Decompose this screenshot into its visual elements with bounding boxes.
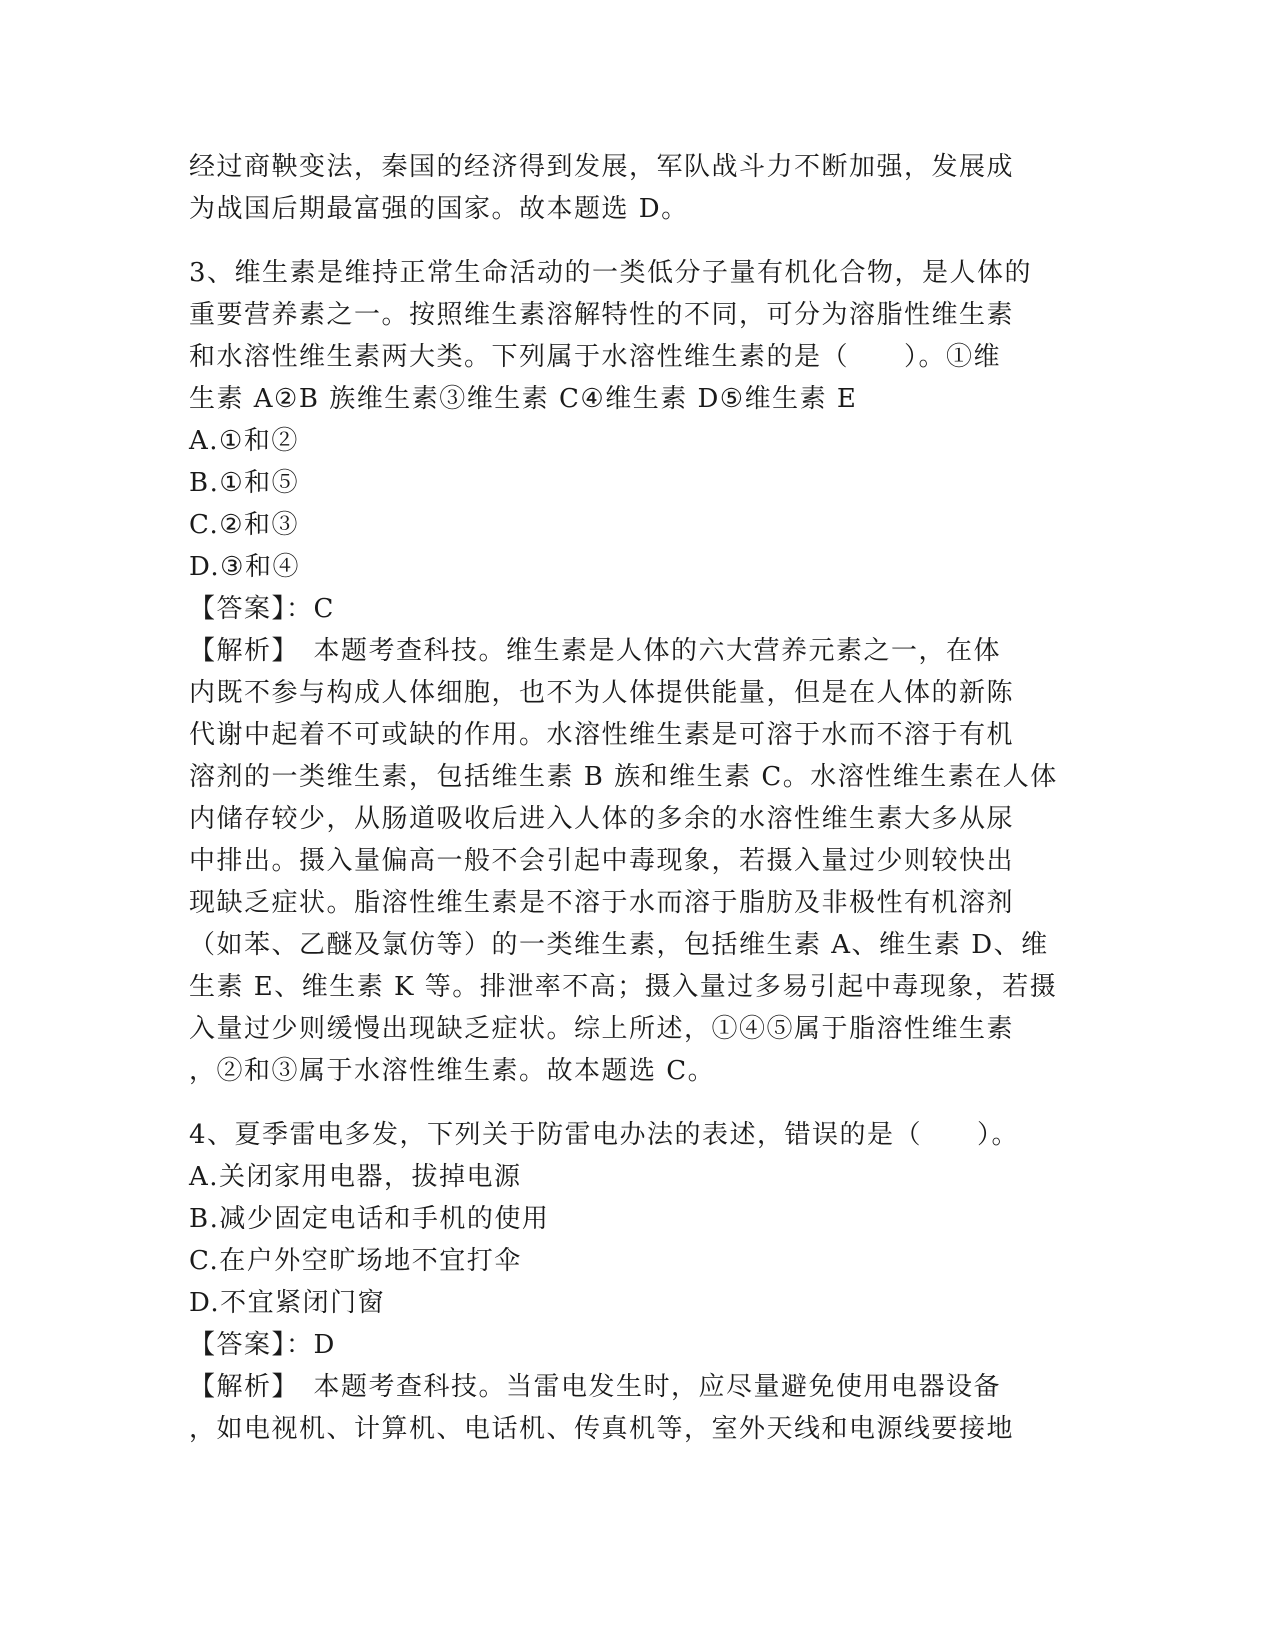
text-line: 现缺乏症状。脂溶性维生素是不溶于水而溶于脂肪及非极性有机溶剂: [189, 888, 1015, 918]
text-line: 3、维生素是维持正常生命活动的一类低分子量有机化合物，是人体的: [189, 258, 1033, 288]
text-line: ，②和③属于水溶性维生素。故本题选 C。: [189, 1056, 716, 1086]
previous-explanation: [189, 146, 1089, 230]
option-c: C.在户外空旷场地不宜打伞: [189, 1246, 522, 1276]
option-list: [189, 1156, 1089, 1324]
option-b: B.①和⑤: [189, 468, 300, 498]
question-stem: [189, 252, 1089, 420]
question-stem: [189, 1114, 1089, 1156]
text-line: 生素 E、维生素 K 等。排泄率不高；摄入量过多易引起中毒现象，若摄: [189, 972, 1058, 1002]
text-line: 经过商鞅变法，秦国的经济得到发展，军队战斗力不断加强，发展成: [189, 152, 1015, 182]
answer-line: 【答案】：C: [189, 594, 335, 624]
option-b: B.减少固定电话和手机的使用: [189, 1204, 550, 1234]
text-line: 溶剂的一类维生素，包括维生素 B 族和维生素 C。水溶性维生素在人体: [189, 762, 1058, 792]
option-c: C.②和③: [189, 510, 300, 540]
text-line: 生素 A②B 族维生素③维生素 C④维生素 D⑤维生素 E: [189, 384, 858, 414]
text-line: 4、夏季雷电多发，下列关于防雷电办法的表述，错误的是（ ）。: [189, 1120, 1020, 1150]
text-line: （如苯、乙醚及氯仿等）的一类维生素，包括维生素 A、维生素 D、维: [189, 930, 1049, 960]
text-line: 中排出。摄入量偏高一般不会引起中毒现象，若摄入量过少则较快出: [189, 846, 1015, 876]
document-page: [189, 146, 1089, 1450]
text-line: 和水溶性维生素两大类。下列属于水溶性维生素的是（ ）。①维: [189, 342, 1002, 372]
text-line: 为战国后期最富强的国家。故本题选 D。: [189, 194, 689, 224]
text-line: 【解析】 本题考查科技。当雷电发生时，应尽量避免使用电器设备: [189, 1372, 1002, 1402]
text-line: 入量过少则缓慢出现缺乏症状。综上所述，①④⑤属于脂溶性维生素: [189, 1014, 1015, 1044]
explanation: [189, 630, 1089, 1092]
text-line: 内既不参与构成人体细胞，也不为人体提供能量，但是在人体的新陈: [189, 678, 1015, 708]
text-line: 代谢中起着不可或缺的作用。水溶性维生素是可溶于水而不溶于有机: [189, 720, 1015, 750]
option-a: A.①和②: [189, 426, 299, 456]
option-list: [189, 420, 1089, 588]
option-d: D.不宜紧闭门窗: [189, 1288, 386, 1318]
explanation: [189, 1366, 1089, 1450]
text-line: 【解析】 本题考查科技。维生素是人体的六大营养元素之一，在体: [189, 636, 1002, 666]
text-line: 内储存较少，从肠道吸收后进入人体的多余的水溶性维生素大多从尿: [189, 804, 1015, 834]
option-d: D.③和④: [189, 552, 300, 582]
text-line: 重要营养素之一。按照维生素溶解特性的不同，可分为溶脂性维生素: [189, 300, 1015, 330]
question-3: [189, 252, 1089, 1092]
answer-line: 【答案】：D: [189, 1330, 336, 1360]
question-4: [189, 1114, 1089, 1450]
text-line: ，如电视机、计算机、电话机、传真机等，室外天线和电源线要接地: [189, 1414, 1015, 1444]
option-a: A.关闭家用电器，拔掉电源: [189, 1162, 522, 1192]
